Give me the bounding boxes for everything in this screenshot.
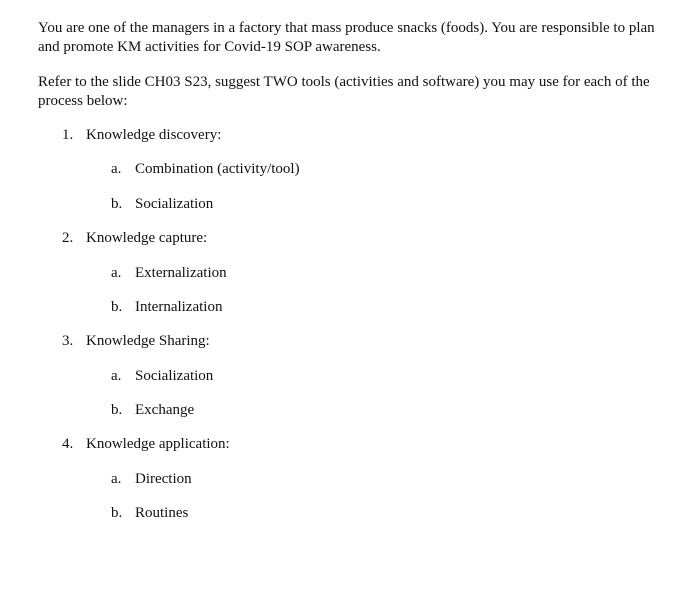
process-number: 1. (62, 127, 74, 143)
process-label: Knowledge discovery: (86, 127, 222, 143)
sub-item-label: Direction (135, 471, 192, 487)
sub-item-letter: b. (111, 196, 123, 212)
sub-item-letter: b. (111, 299, 123, 315)
sub-item-letter: a. (111, 471, 122, 487)
sub-item-label: Socialization (135, 196, 214, 212)
process-item (62, 228, 207, 248)
sub-item-letter: a. (111, 161, 122, 177)
sub-item-letter: a. (111, 265, 122, 281)
sub-item-label: Exchange (135, 402, 195, 418)
sub-item (111, 469, 192, 489)
question-paragraph: Refer to the slide CH03 S23, suggest TWO tools (activities and software) you may use for each of the process below: (38, 74, 650, 109)
process-item (62, 434, 230, 454)
sub-item-label: Routines (135, 505, 189, 521)
sub-item-letter: b. (111, 505, 123, 521)
sub-item-label: Externalization (135, 265, 227, 281)
process-number: 2. (62, 230, 74, 246)
sub-item (111, 503, 188, 523)
process-item (62, 331, 210, 351)
process-label: Knowledge Sharing: (86, 333, 210, 349)
sub-item-letter: b. (111, 402, 123, 418)
sub-item (111, 263, 227, 283)
sub-item (111, 159, 300, 179)
sub-item (111, 297, 222, 317)
intro-paragraph: You are one of the managers in a factory that mass produce snacks (foods). You are responsible to plan and promote KM activities for Covid-19 SOP awareness. (38, 20, 655, 55)
process-number: 4. (62, 436, 74, 452)
sub-item (111, 194, 213, 214)
sub-item (111, 400, 194, 420)
sub-item (111, 366, 213, 386)
process-label: Knowledge application: (86, 436, 230, 452)
sub-item-letter: a. (111, 368, 122, 384)
sub-item-label: Combination (activity/tool) (135, 161, 300, 177)
sub-item-label: Internalization (135, 299, 223, 315)
process-number: 3. (62, 333, 74, 349)
sub-item-label: Socialization (135, 368, 214, 384)
process-label: Knowledge capture: (86, 230, 208, 246)
process-item (62, 125, 221, 145)
